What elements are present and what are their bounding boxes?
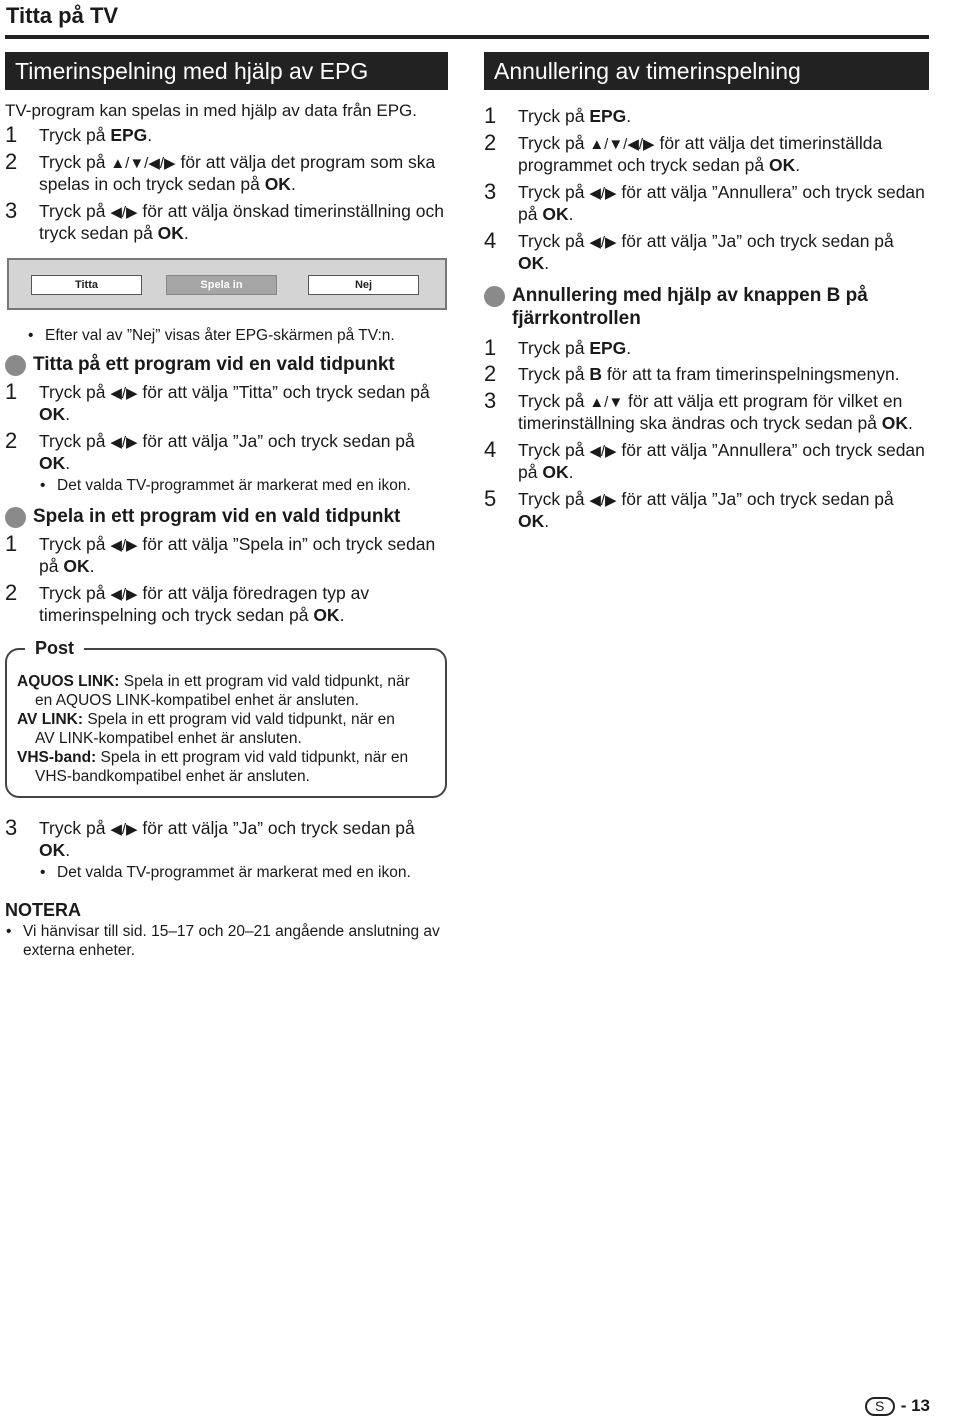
step-text: Tryck på [518, 390, 590, 411]
arrows-icon: ◀/▶ [110, 384, 138, 402]
key-ok: OK [313, 605, 340, 625]
ann-step-3 [484, 178, 929, 225]
spela-step-3 [5, 814, 448, 861]
post-text: VHS-bandkompatibel enhet är ansluten. [35, 767, 310, 785]
step-text: för att välja ”Ja” och tryck sedan på [137, 430, 415, 451]
step-text: för att välja ”Ja” och tryck sedan på [137, 817, 415, 838]
key-ok: OK [881, 413, 909, 433]
language-s-icon: S [865, 1397, 895, 1416]
key-ok: OK [542, 204, 569, 224]
dialog-button-spela-in[interactable]: Spela in [166, 275, 277, 295]
section-title-annullering: Annullering av timerinspelning [484, 52, 929, 90]
post-text: Spela in ett program vid vald tidpunkt, när en [83, 710, 395, 728]
key-b: B [589, 364, 602, 384]
step-text: för att välja önskad timerinställning och tryck sedan på [39, 200, 444, 243]
key-ok: OK [39, 840, 66, 860]
key-ok: OK [518, 253, 545, 273]
step-number: 3 [484, 178, 497, 204]
intro-text: TV-program kan spelas in med hjälp av data från EPG. [5, 101, 417, 120]
page-footer [865, 1396, 930, 1416]
arrows-icon: ◀/▶ [589, 442, 617, 460]
spela-step-2 [5, 579, 448, 626]
timer-dialog [7, 258, 447, 310]
arrows-icon: ▲/▼/◀/▶ [110, 154, 176, 172]
ann-step-1 [484, 103, 929, 128]
post-text: en AQUOS LINK-kompatibel enhet är ansluten. [35, 691, 359, 709]
key-ok: OK [264, 174, 291, 194]
step-text: för att ta fram timerinspelningsmenyn. [601, 364, 900, 384]
step-text: Tryck på [518, 488, 590, 509]
top-rule [5, 35, 929, 39]
step-text: Tryck på [39, 533, 111, 554]
step-text: Tryck på [518, 132, 590, 153]
arrows-icon: ◀/▶ [110, 585, 138, 603]
ann-step-4 [484, 227, 929, 274]
dialog-note: • Efter val av ”Nej” visas åter EPG-skärmen på TV:n. [27, 326, 448, 345]
bullet-circle-icon [5, 355, 26, 376]
arrows-icon: ◀/▶ [110, 536, 138, 554]
step-number: 2 [5, 148, 18, 174]
post-text: AV LINK-kompatibel enhet är ansluten. [35, 729, 302, 747]
step-text: Tryck på [518, 181, 590, 202]
spela-step-1 [5, 530, 448, 577]
step-text: för att välja ”Ja” och tryck sedan på [616, 488, 894, 509]
titta-bullet: • Det valda TV-programmet är markerat med en ikon. [39, 476, 448, 495]
step-text: Tryck på [39, 582, 111, 603]
key-ok: OK [157, 223, 184, 243]
arrows-icon: ◀/▶ [110, 820, 138, 838]
step-number: 3 [5, 814, 18, 840]
step-text: . [568, 204, 574, 224]
annb-step-2 [484, 361, 929, 386]
key-epg: EPG [589, 337, 627, 358]
step-number: 1 [5, 378, 18, 404]
key-ok: OK [39, 453, 66, 473]
key-epg: EPG [110, 125, 148, 145]
step-number: 1 [5, 530, 18, 556]
arrows-icon: ◀/▶ [589, 184, 617, 202]
dialog-button-titta[interactable]: Titta [31, 275, 142, 295]
step-text: Tryck på [518, 439, 590, 460]
step-text: för att välja ”Ja” och tryck sedan på [616, 230, 894, 251]
step-text: . [544, 511, 550, 531]
step-text: . [339, 605, 345, 625]
step-number: 2 [484, 361, 497, 386]
arrows-icon: ◀/▶ [110, 203, 138, 221]
step-text: . [65, 840, 71, 860]
dialog-button-nej[interactable]: Nej [308, 275, 419, 295]
step-text: för att välja föredragen typ av timerinspelning och tryck sedan på [39, 582, 370, 625]
bullet-circle-icon [5, 507, 26, 528]
post-label: Post [25, 638, 84, 659]
step-number: 2 [484, 129, 497, 155]
step-text: Tryck på [39, 151, 111, 172]
step-text: . [795, 155, 801, 175]
step-text: Tryck på [39, 125, 111, 145]
subhead-text: Titta på ett program vid en vald tidpunkt [33, 353, 395, 375]
step-number: 1 [5, 122, 18, 147]
subhead-annullering-b [484, 284, 929, 330]
step-text: . [183, 223, 189, 243]
step-number: 4 [484, 227, 497, 253]
step-text: . [65, 453, 71, 473]
key-ok: OK [518, 511, 545, 531]
section-title-epg: Timerinspelning med hjälp av EPG [5, 52, 448, 90]
arrows-icon: ◀/▶ [589, 233, 617, 251]
step-number: 3 [5, 197, 18, 223]
post-item-aquos [17, 672, 435, 710]
step-number: 4 [484, 436, 497, 462]
spela-step3-bullet: • Det valda TV-programmet är markerat med en ikon. [39, 863, 448, 882]
step-text: . [89, 556, 95, 576]
step-text: för att välja ett program för vilket en timerinställning ska ändras och tryck sedan på [518, 390, 903, 433]
epg-step-2 [5, 148, 448, 195]
ann-step-2 [484, 129, 929, 176]
step-text: . [290, 174, 296, 194]
step-text: för att välja ”Annullera” och tryck sedan på [518, 181, 925, 224]
post-item-avlink [17, 710, 435, 748]
step-text: för att välja ”Titta” och tryck sedan på [137, 381, 430, 402]
step-text: . [908, 413, 913, 433]
step-text: Tryck på [518, 364, 590, 384]
step-text: . [544, 253, 550, 273]
step-text: . [147, 125, 153, 145]
epg-step-1 [5, 122, 448, 147]
step-text: Tryck på [39, 817, 111, 838]
subhead-text: Annullering med hjälp av knappen B på fjärrkontrollen [512, 284, 868, 329]
right-column [484, 52, 929, 532]
step-text: . [626, 337, 632, 358]
step-number: 1 [484, 103, 497, 128]
step-number: 2 [5, 427, 18, 453]
step-text: . [626, 106, 632, 126]
titta-step-1 [5, 378, 448, 425]
annb-step-1 [484, 334, 929, 360]
step-text: Tryck på [39, 430, 111, 451]
step-text: Tryck på [518, 230, 590, 251]
titta-step-2 [5, 427, 448, 474]
epg-step-3 [5, 197, 448, 244]
annb-step-3 [484, 387, 929, 434]
step-text: Tryck på [39, 381, 111, 402]
step-number: 1 [484, 334, 497, 360]
step-text: . [568, 462, 574, 482]
subhead-text: Spela in ett program vid en vald tidpunkt [33, 505, 401, 527]
step-number: 5 [484, 485, 497, 511]
key-epg: EPG [589, 106, 627, 126]
arrows-icon: ◀/▶ [110, 433, 138, 451]
left-column [5, 52, 448, 960]
notera-title: NOTERA [5, 899, 81, 920]
annb-step-5 [484, 485, 929, 532]
post-item-vhs [17, 748, 435, 786]
page-title: Titta på TV [6, 3, 119, 28]
step-text: Tryck på [39, 200, 111, 221]
step-text: för att välja det timerinställda programmet och tryck sedan på [518, 132, 883, 175]
arrows-icon: ◀/▶ [589, 491, 617, 509]
page-number: - 13 [900, 1396, 930, 1415]
post-term: AV LINK: [17, 710, 84, 728]
post-text: Spela in ett program vid vald tidpunkt, när [119, 672, 410, 690]
step-text: för att välja ”Annullera” och tryck sedan på [518, 439, 925, 482]
step-text: för att välja det program som ska spelas in och tryck sedan på [39, 151, 436, 194]
subhead-spela-in [5, 505, 448, 528]
post-text: Spela in ett program vid vald tidpunkt, när en [96, 748, 409, 766]
key-ok: OK [39, 404, 66, 424]
step-text: Tryck på [518, 337, 590, 358]
arrows-icon: ▲/▼ [589, 393, 624, 411]
post-term: VHS-band: [17, 748, 97, 766]
post-box [5, 637, 447, 798]
bullet-circle-icon [484, 286, 505, 307]
step-number: 3 [484, 387, 497, 413]
key-ok: OK [542, 462, 569, 482]
step-text: för att välja ”Spela in” och tryck sedan på [39, 533, 436, 576]
step-text: Tryck på [518, 106, 590, 126]
key-ok: OK [768, 155, 796, 175]
post-term: AQUOS LINK: [17, 672, 120, 690]
arrows-icon: ▲/▼/◀/▶ [589, 135, 655, 153]
key-ok: OK [63, 556, 90, 576]
annb-step-4 [484, 436, 929, 483]
notera-bullet: • Vi hänvisar till sid. 15–17 och 20–21 angående anslutning av externa enheter. [5, 922, 445, 960]
step-number: 2 [5, 579, 18, 605]
step-text: . [65, 404, 71, 424]
subhead-titta [5, 353, 448, 376]
